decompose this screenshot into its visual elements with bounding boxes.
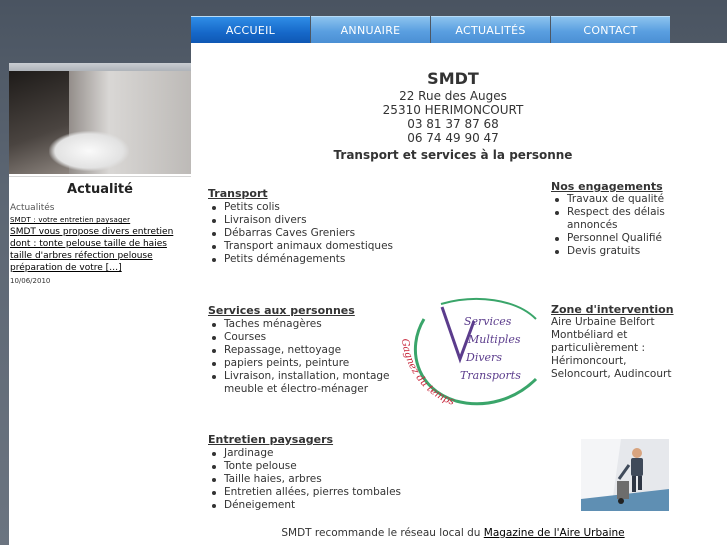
sidebar-title: Actualité bbox=[9, 176, 191, 201]
phone-2: 06 74 49 90 47 bbox=[407, 131, 499, 145]
news-post-date: 10/06/2010 bbox=[10, 277, 51, 285]
paysagers-title: Entretien paysagers bbox=[208, 433, 334, 446]
list-item: Respect des délais annoncés bbox=[551, 206, 681, 232]
address-line-2: 25310 HERIMONCOURT bbox=[382, 103, 524, 117]
list-item: Repassage, nettoyage bbox=[208, 344, 393, 357]
tagline: Transport et services à la personne bbox=[333, 148, 573, 162]
list-item: Taille haies, arbres bbox=[208, 473, 401, 486]
zone-line: Aire Urbaine Belfort bbox=[551, 316, 655, 328]
news-category: Actualités bbox=[10, 203, 55, 213]
logo-divers: Divers bbox=[466, 351, 502, 364]
worker-illustration bbox=[581, 439, 669, 511]
nav-actualites[interactable]: ACTUALITÉS bbox=[431, 16, 550, 43]
smdt-logo bbox=[396, 289, 542, 417]
nav-accueil[interactable]: ACCUEIL bbox=[191, 16, 310, 43]
sidebar bbox=[9, 63, 191, 545]
list-item: Jardinage bbox=[208, 447, 401, 460]
logo-services: Services bbox=[464, 315, 512, 328]
list-item: Livraison divers bbox=[208, 214, 393, 227]
list-item: Débarras Caves Greniers bbox=[208, 227, 393, 240]
list-item: Déneigement bbox=[208, 499, 401, 512]
footer-text: SMDT recommande le réseau local du bbox=[281, 527, 481, 539]
logo-slogan bbox=[399, 338, 456, 408]
news-post-title-link[interactable]: SMDT : votre entretien paysager bbox=[10, 216, 131, 224]
logo-multiples: Multiples bbox=[468, 333, 521, 346]
list-item: Entretien allées, pierres tombales bbox=[208, 486, 401, 499]
zone-line: Seloncourt, Audincourt bbox=[551, 368, 672, 380]
nav-contact[interactable]: CONTACT bbox=[551, 16, 670, 43]
list-item: papiers peints, peinture bbox=[208, 357, 393, 370]
photo-paper bbox=[49, 131, 129, 171]
company-header bbox=[191, 69, 715, 162]
logo-transports: Transports bbox=[460, 369, 521, 382]
list-item: Devis gratuits bbox=[551, 245, 681, 258]
engagements-title: Nos engagements bbox=[551, 180, 663, 193]
footer-magazine-link[interactable]: Magazine de l'Aire Urbaine bbox=[483, 527, 625, 539]
zone-line: Hérimoncourt, bbox=[551, 355, 627, 367]
transport-title: Transport bbox=[208, 187, 268, 200]
list-item: Personnel Qualifié bbox=[551, 232, 681, 245]
sidebar-cap bbox=[9, 63, 191, 71]
zone-text bbox=[551, 316, 671, 381]
news-post-excerpt-link[interactable]: SMDT vous propose divers entretien dont : tonte pelouse taille de haies taille d'arbres réfection pelouse préparation de votre […] bbox=[10, 227, 174, 273]
transport-list bbox=[208, 201, 393, 266]
main-content bbox=[191, 43, 727, 545]
list-item: Tonte pelouse bbox=[208, 460, 401, 473]
services-title: Services aux personnes bbox=[208, 304, 355, 317]
logo-slogan-text: Gagnez du temps bbox=[398, 337, 456, 408]
sidebar-news bbox=[9, 202, 191, 287]
zone-title: Zone d'intervention bbox=[551, 303, 674, 316]
zone-line: Montbéliard et bbox=[551, 329, 628, 341]
zone-line: particulièrement : bbox=[551, 342, 646, 354]
list-item: Livraison, installation, montage meuble et électro-ménager bbox=[208, 370, 393, 396]
engagements-list bbox=[551, 193, 681, 258]
phone-1: 03 81 37 87 68 bbox=[407, 117, 499, 131]
address-line-1: 22 Rue des Auges bbox=[399, 89, 507, 103]
company-name: SMDT bbox=[427, 69, 479, 88]
list-item: Travaux de qualité bbox=[551, 193, 681, 206]
list-item: Taches ménagères bbox=[208, 318, 393, 331]
paysagers-list bbox=[208, 447, 401, 512]
footer bbox=[191, 527, 715, 539]
list-item: Petits déménagements bbox=[208, 253, 393, 266]
main-nav bbox=[191, 16, 671, 43]
nav-annuaire[interactable]: ANNUAIRE bbox=[311, 16, 430, 43]
list-item: Courses bbox=[208, 331, 393, 344]
sidebar-photo bbox=[9, 71, 191, 174]
list-item: Transport animaux domestiques bbox=[208, 240, 393, 253]
list-item: Petits colis bbox=[208, 201, 393, 214]
services-list bbox=[208, 318, 393, 396]
